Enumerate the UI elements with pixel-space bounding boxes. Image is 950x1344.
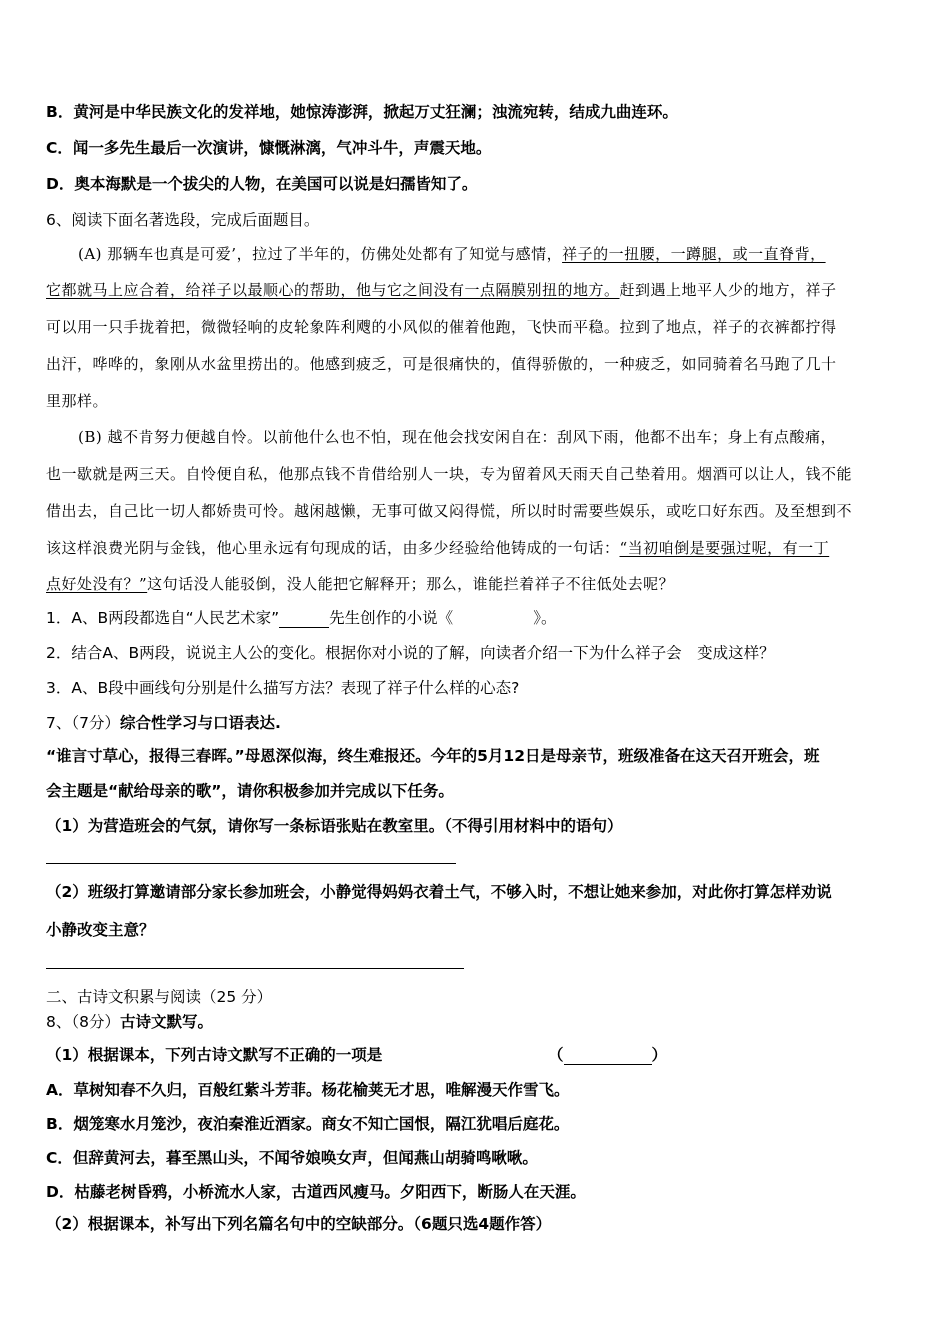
- open-paren: （: [548, 1046, 564, 1064]
- q6-passage-a-line2: [46, 280, 837, 300]
- q7-task-1-answer-line[interactable]: [46, 863, 456, 864]
- q5-option-c: C．闻一多先生最后一次演讲，慷慨淋漓，气冲斗牛，声震天地。: [46, 139, 492, 157]
- q7-task-2-line1: （2）班级打算邀请部分家长参加班会，小静觉得妈妈衣着土气，不够入时，不想让她来参加，对此你打算怎样劝说: [46, 883, 832, 901]
- passage-b-text: 该这样浪费光阴与金钱，他心里永远有句现成的话，由多少经验给他铸成的一句话：: [46, 539, 620, 557]
- underlined-sentence-b: “当初咱倒是要强过呢，有一丁: [619, 539, 830, 557]
- q8-sub-1-answer-blank[interactable]: [564, 1048, 652, 1065]
- q8-number: 8、（8分）: [46, 1013, 120, 1031]
- q6-subquestion-1: [46, 608, 556, 628]
- q6-passage-a-line1: [78, 244, 826, 264]
- section-2-heading: 二、古诗文积累与阅读（25 分）: [46, 988, 273, 1006]
- q8-heading: 古诗文默写。: [119, 1013, 213, 1031]
- q7-intro-line1: “谁言寸草心，报得三春晖。”母恩深似海，终生难报还。今年的5月12日是母亲节，班级准备在这天召开班会，班: [46, 747, 820, 765]
- passage-a-text: (A) 那辆车也真是可爱’，拉过了半年的，仿佛处处都有了知觉与感情，: [78, 245, 563, 263]
- q6-passage-a-line4: 出汗，哗哗的，象刚从水盆里捞出的。他感到疲乏，可是很痛快的，值得骄傲的，一种疲乏，如同骑着名马跑了几十: [46, 355, 837, 373]
- q6-subquestion-2: 2．结合A、B两段，说说主人公的变化。根据你对小说的了解，向读者介绍一下为什么祥子会 变成这样？: [46, 644, 775, 662]
- q8-sub-1: （1）根据课本，下列古诗文默写不正确的一项是: [46, 1046, 383, 1064]
- q8-title: [46, 1012, 213, 1032]
- q7-title: [46, 713, 281, 733]
- q6-passage-b-line4: [46, 538, 829, 558]
- q8-sub-2: （2）根据课本，补写出下列名篇名句中的空缺部分。（6题只选4题作答）: [46, 1215, 552, 1233]
- underlined-sentence-a: 祥子的一扭腰，一蹲腿，或一直脊背，: [562, 245, 826, 263]
- q6-passage-b-line5: [46, 574, 674, 594]
- q8-sub-1-answer: [548, 1045, 667, 1065]
- q7-number: 7、（7分）: [46, 714, 120, 732]
- q8-option-b: B．烟笼寒水月笼沙，夜泊秦淮近酒家。商女不知亡国恨，隔江犹唱后庭花。: [46, 1115, 570, 1133]
- q7-task-1: （1）为营造班会的气氛，请你写一条标语张贴在教室里。（不得引用材料中的语句）: [46, 817, 623, 835]
- passage-a-text: 赶到遇上地平人少的地方，祥子: [619, 281, 837, 299]
- q6-passage-b-line1: (B) 越不肯努力便越自怜。以前他什么也不怕，现在他会找安闲自在：刮风下雨，他都不出车；身上有点酸痛，: [78, 428, 837, 446]
- underlined-sentence-b: 点好处没有？”: [46, 575, 148, 593]
- author-answer-blank[interactable]: [279, 611, 329, 628]
- subquestion-1-text: 》。: [533, 609, 557, 627]
- q8-option-d: D．枯藤老树昏鸦，小桥流水人家，古道西风瘦马。夕阳西下，断肠人在天涯。: [46, 1183, 586, 1201]
- q6-passage-a-line3: 可以用一只手拢着把，微微轻响的皮轮象阵利飕的小风似的催着他跑，飞快而平稳。拉到了地点，祥子的衣裤都拧得: [46, 318, 837, 336]
- q8-option-c: C．但辞黄河去，暮至黑山头，不闻爷娘唤女声，但闻燕山胡骑鸣啾啾。: [46, 1149, 538, 1167]
- q7-heading: 综合性学习与口语表达.: [119, 714, 281, 732]
- q5-option-d: D．奥本海默是一个拔尖的人物，在美国可以说是妇孺皆知了。: [46, 175, 478, 193]
- subquestion-1-text: 先生创作的小说《: [329, 609, 454, 627]
- q6-passage-b-line3: 借出去，自己比一切人都娇贵可怜。越闲越懒，无事可做又闷得慌，所以时时需要些娱乐，或吃口好东西。及至想到不: [46, 502, 853, 520]
- close-paren: ）: [651, 1046, 668, 1064]
- q7-task-2-line2: 小静改变主意？: [46, 921, 155, 939]
- passage-b-text: 这句话没人能驳倒，没人能把它解释开；那么，谁能拦着祥子不往低处去呢？: [147, 575, 675, 593]
- underlined-sentence-a: 它都就马上应合着，给祥子以最顺心的帮助，他与它之间没有一点隔膜别扭的地方。: [46, 281, 620, 299]
- q6-title: 6、阅读下面名著选段，完成后面题目。: [46, 211, 320, 229]
- subquestion-1-text: 1．A、B两段都选自“人民艺术家”: [46, 609, 280, 627]
- q8-option-a: A．草树知春不久归，百般红紫斗芳菲。杨花榆荚无才思，唯解漫天作雪飞。: [46, 1081, 570, 1099]
- q6-passage-a-line5: 里那样。: [46, 392, 109, 410]
- q7-intro-line2: 会主题是“献给母亲的歌”，请你积极参加并完成以下任务。: [46, 782, 454, 800]
- q5-option-b: B．黄河是中华民族文化的发祥地，她惊涛澎湃，掀起万丈狂澜；浊流宛转，结成九曲连环。: [46, 103, 678, 121]
- q7-task-2-answer-line[interactable]: [46, 968, 464, 969]
- q6-passage-b-line2: 也一歇就是两三天。自怜便自私，他那点钱不肯借给别人一块，专为留着风天雨天自己垫着用。烟酒可以让人，钱不能: [46, 465, 853, 483]
- q6-subquestion-3: 3．A、B段中画线句分别是什么描写方法？表现了祥子什么样的心态?: [46, 679, 520, 697]
